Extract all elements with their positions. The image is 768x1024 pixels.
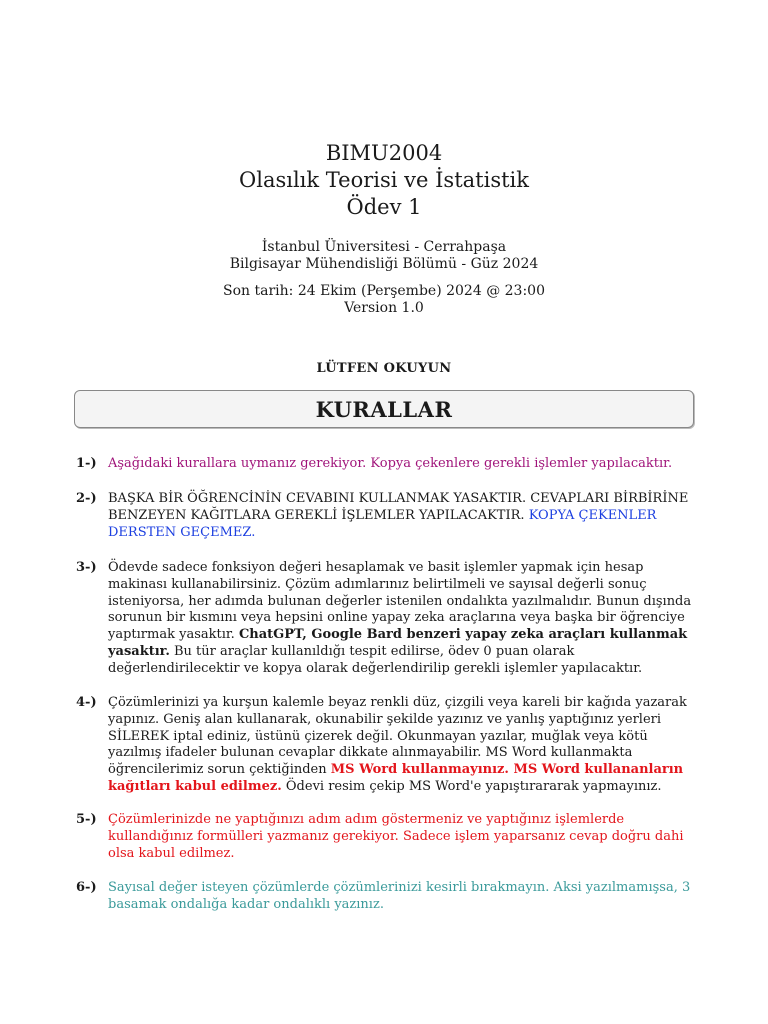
assignment-title: Ödev 1 [346,195,422,219]
deadline: Son tarih: 24 Ekim (Perşembe) 2024 @ 23:00 [223,283,545,299]
rule-highlight: KOPYA ÇEKENLER DERSTEN GEÇEMEZ. [108,507,657,540]
course-code: BIMU2004 [325,141,443,165]
document-header [0,140,768,317]
rule-text: Sayısal değer isteyen çözümlerde çözümlerinizi kesirli bırakmayın. Aksi yazılmamışsa, 3 basamak ondalığa kadar ondalıklı yazınız. [108,880,691,912]
rule-number: 4-) [76,695,97,710]
rule-text: Aşağıdaki kurallara uymanız gerekiyor. Kopya çekenlere gerekli işlemler yapılacaktır. [108,456,673,471]
rule-number: 1-) [76,456,97,471]
course-name: Olasılık Teorisi ve İstatistik [239,168,529,192]
rule-item [76,491,696,541]
rule-number: 6-) [76,880,97,895]
version: Version 1.0 [344,300,424,316]
university-name: İstanbul Üniversitesi - Cerrahpaşa [261,239,507,255]
rule-number: 5-) [76,812,97,827]
rule-item [76,695,696,796]
rule-number: 3-) [76,560,97,575]
rule-number: 2-) [76,491,97,506]
rule-item [76,560,696,678]
rule-text: Çözümlerinizde ne yaptığınızı adım adım göstermeniz ve yaptığınız işlemlerde kullandığınız formülleri yazmanız gerekiyor. Sadece işlem yaparsanız cevap doğru dahi olsa kabul edilmez. [108,812,684,861]
rule-highlight: MS Word kullanmayınız. MS Word kullananların kağıtları kabul edilmez. [108,762,684,794]
rule-text: BAŞKA BİR ÖĞRENCİNİN CEVABINI KULLANMAK YASAKTIR. CEVAPLARI BİRBİRİNE BENZEYEN KAĞITLARA GEREKLİ İŞLEMLER YAPILACAKTIR. KOPYA ÇEKENLER DERSTEN GEÇEMEZ. [108,491,689,540]
rules-banner [74,390,694,428]
department-term: Bilgisayar Mühendisliği Bölümü - Güz 2024 [229,256,539,272]
rule-item [76,812,696,862]
read-notice: LÜTFEN OKUYUN [316,361,452,376]
rule-bold: ChatGPT, Google Bard benzeri yapay zeka araçları kullanmak yasaktır. [108,627,688,659]
rule-text: Çözümlerinizi ya kurşun kalemle beyaz renkli düz, çizgili veya kareli bir kağıda yazarak yapınız. Geniş alan kullanarak, okunabilir şekilde yazınız ve yanlış yaptığınız yerleri SİLEREK iptal ediniz, üstünü çizerek değil. Okunmayan yazılar, muğlak veya kötü yazılmış ifadeler bulunan cevaplar dikkate alınmayabilir. MS Word kullanmakta öğrencilerimiz sorun çektiğinden MS Word kullanmayınız. MS Word kullananların kağıtları kabul edilmez. Ödevi resim çekip MS Word'e yapıştırararak yapmayınız. [108,695,687,794]
rules-title: KURALLAR [315,396,453,422]
rule-item [76,880,696,914]
rule-text: Ödevde sadece fonksiyon değeri hesaplamak ve basit işlemler yapmak için hesap makinası kullanabilirsiniz. Çözüm adımlarınız belirtilmeli ve sayısal değerli sonuç isteniyorsa, her adımda bulunan değerler istenilen ondalıkta yazılmalıdır. Bunun dışında sorunun bir kısmını veya hepsini online yapay zeka araçlarına veya başka bir öğrenciye yaptırmak yasaktır. ChatGPT, Google Bard benzeri yapay zeka araçları kullanmak yasaktır. Bu tür araçlar kullanıldığı tespit edilirse, ödev 0 puan olarak değerlendirilecektir ve kopya olarak değerlendirilip gerekli işlemler yapılacaktır. [108,560,692,676]
rule-item [76,456,696,473]
